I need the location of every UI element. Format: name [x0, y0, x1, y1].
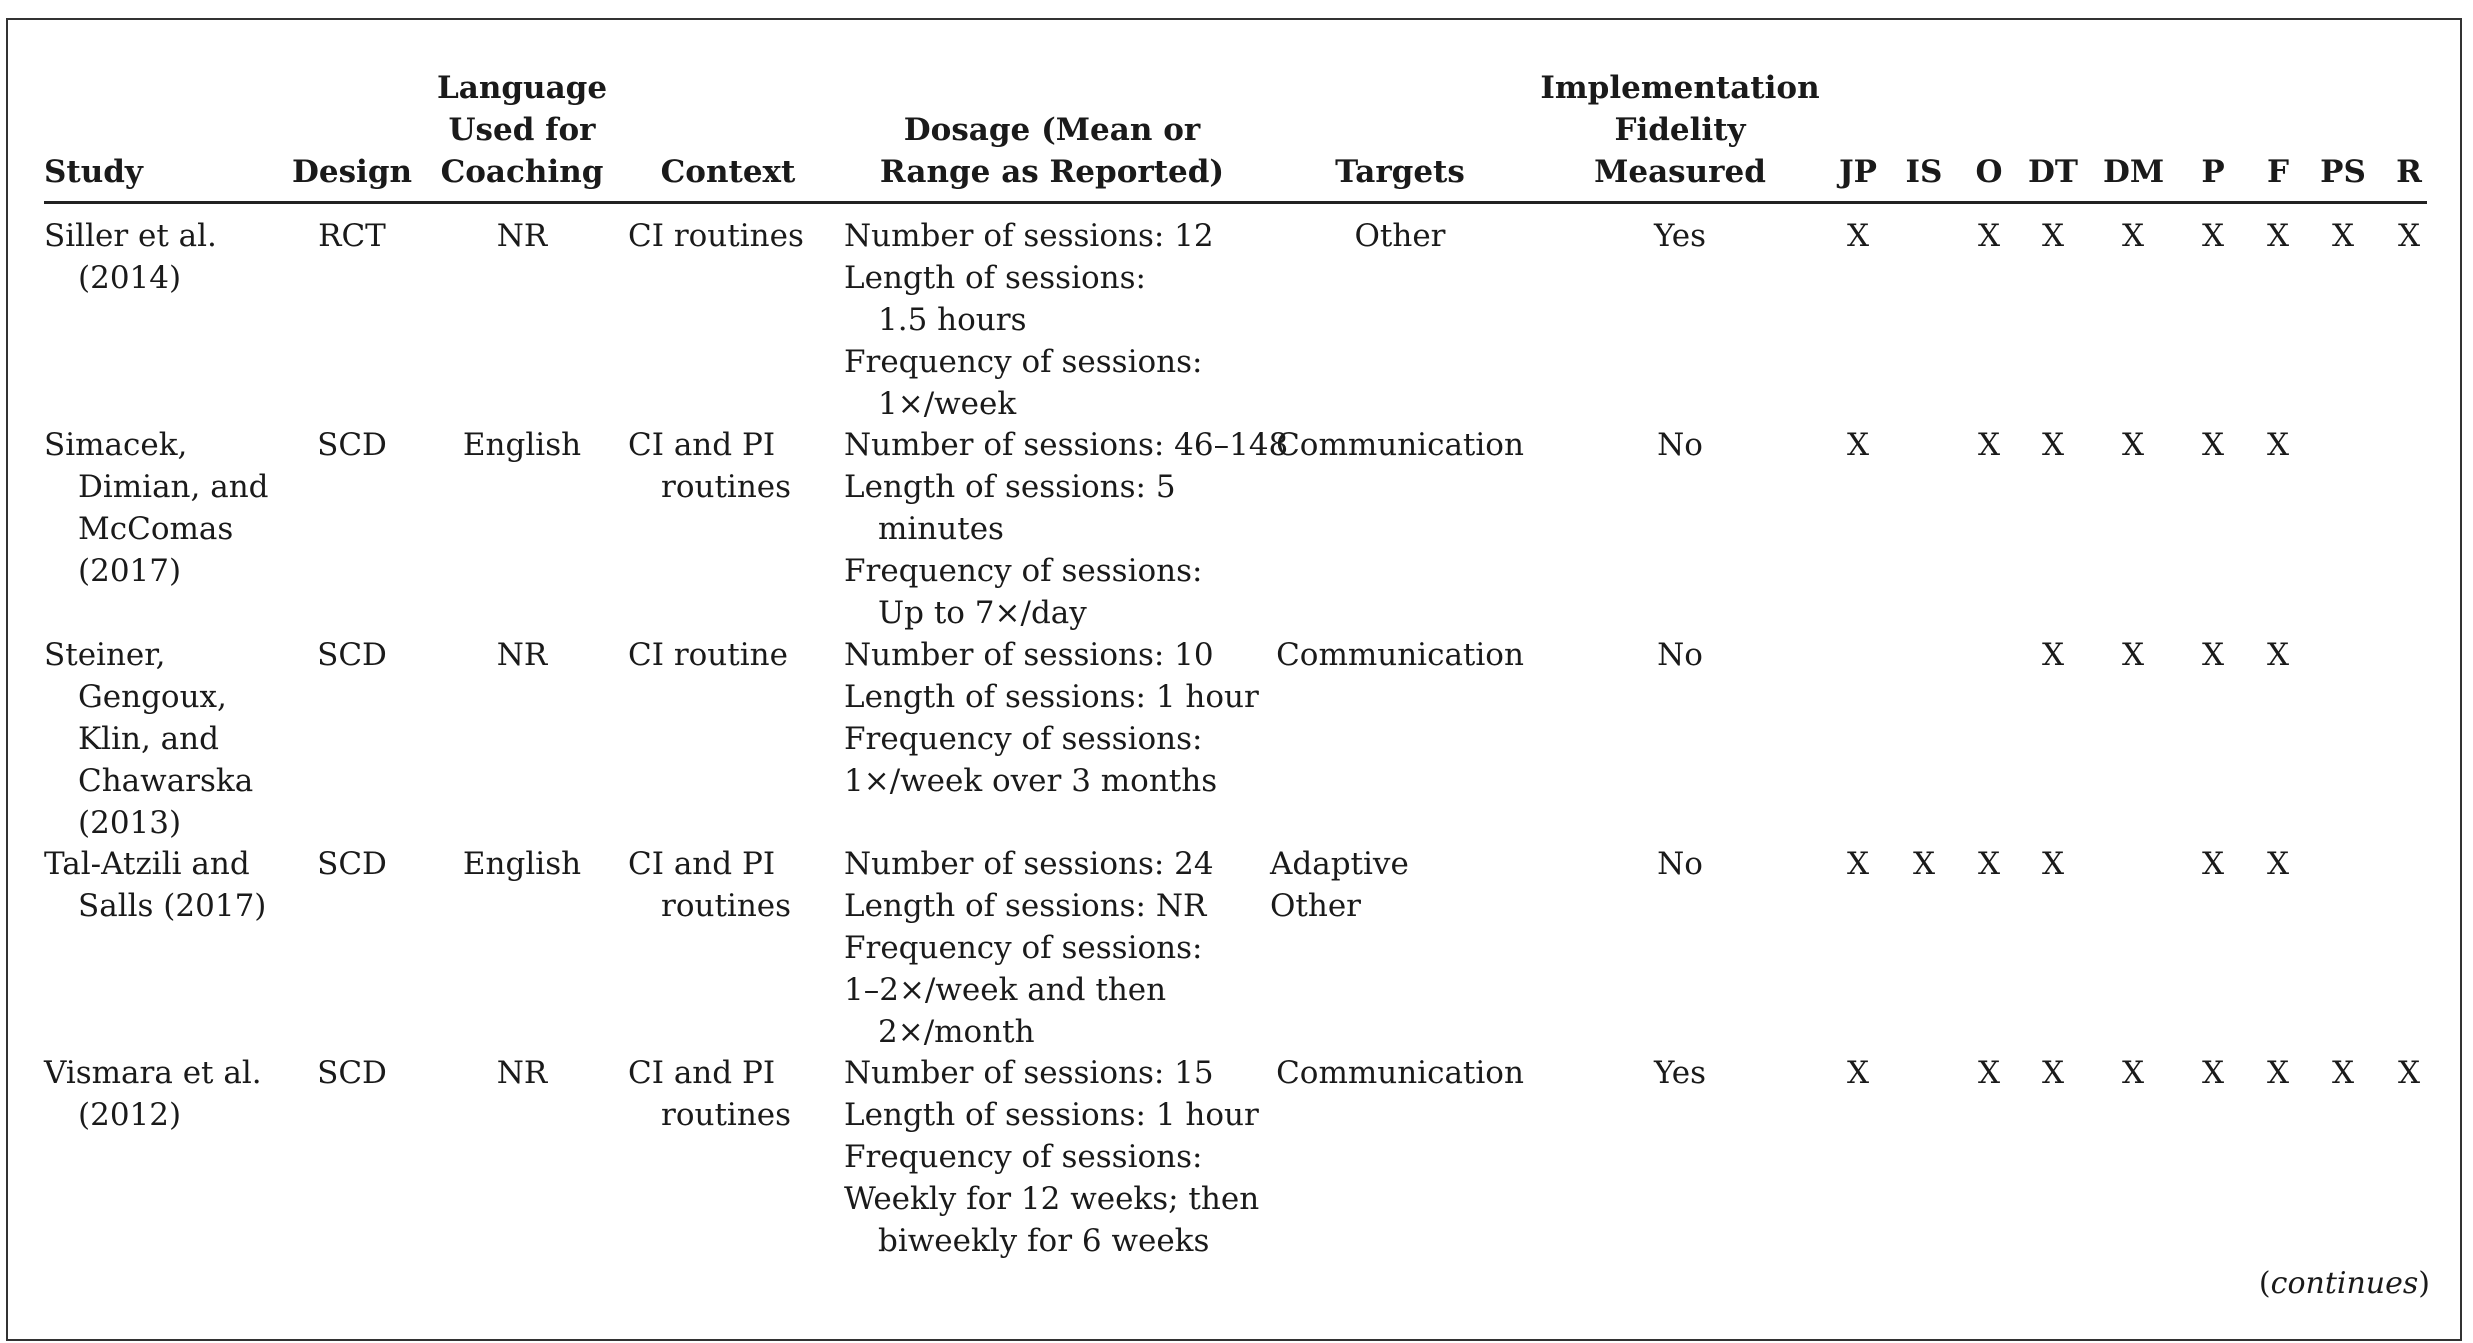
header-study: Study	[44, 154, 143, 190]
mark-p: X	[2201, 1055, 2225, 1091]
language-cell: NR	[496, 637, 548, 673]
mark-f: X	[2266, 427, 2290, 463]
mark-ps: X	[2331, 1055, 2355, 1091]
header-ps: PS	[2320, 154, 2366, 190]
dosage-cell: Number of sessions: 24 Length of sessions: NR Frequency of sessions: 1–2×/week and then 2×/month	[844, 846, 1214, 1050]
header-dosage: Dosage (Mean or Range as Reported)	[879, 112, 1225, 190]
mark-dm: X	[2121, 218, 2145, 254]
mark-f: X	[2266, 218, 2290, 254]
mark-f: X	[2266, 1055, 2290, 1091]
dosage-cell: Number of sessions: 46–148 Length of sessions: 5 minutes Frequency of sessions: Up to 7×/day	[844, 427, 1289, 631]
header-is: IS	[1905, 154, 1943, 190]
header-targets: Targets	[1335, 154, 1465, 190]
context-cell: CI and PI routines	[628, 846, 792, 924]
mark-f: X	[2266, 637, 2290, 673]
targets-cell: Communication	[1276, 427, 1524, 463]
mark-dt: X	[2041, 637, 2065, 673]
language-cell: English	[462, 427, 582, 463]
mark-dm: X	[2121, 1055, 2145, 1091]
mark-dm: X	[2121, 427, 2145, 463]
mark-o: X	[1977, 1055, 2001, 1091]
study-cell: Tal-Atzili and Salls (2017)	[44, 846, 267, 924]
targets-cell: Communication	[1276, 637, 1524, 673]
fidelity-cell: No	[1657, 846, 1703, 882]
targets-cell: Communication	[1276, 1055, 1524, 1091]
context-cell: CI routine	[628, 637, 788, 673]
mark-jp: X	[1846, 1055, 1870, 1091]
header-p: P	[2201, 154, 2225, 190]
mark-p: X	[2201, 427, 2225, 463]
study-cell: Steiner, Gengoux, Klin, and Chawarska (2013)	[44, 637, 254, 841]
mark-r: X	[2397, 1055, 2421, 1091]
mark-p: X	[2201, 218, 2225, 254]
header-fidelity: Implementation Fidelity Measured	[1540, 70, 1820, 190]
header-f: F	[2266, 154, 2289, 190]
header-r: R	[2396, 154, 2422, 190]
header-dt: DT	[2028, 154, 2078, 190]
fidelity-cell: Yes	[1653, 218, 1707, 254]
context-cell: CI and PI routines	[628, 1055, 792, 1133]
study-cell: Siller et al. (2014)	[44, 218, 217, 296]
mark-is: X	[1912, 846, 1936, 882]
header-dm: DM	[2103, 154, 2165, 190]
fidelity-cell: No	[1657, 637, 1703, 673]
mark-jp: X	[1846, 846, 1870, 882]
context-cell: CI and PI routines	[628, 427, 792, 505]
mark-p: X	[2201, 637, 2225, 673]
study-cell: Simacek, Dimian, and McComas (2017)	[44, 427, 269, 589]
dosage-cell: Number of sessions: 10 Length of sessions: 1 hour Frequency of sessions: 1×/week over 3 months	[844, 637, 1259, 799]
design-cell: SCD	[317, 846, 387, 882]
header-context: Context	[660, 154, 796, 190]
design-cell: RCT	[318, 218, 386, 254]
mark-o: X	[1977, 218, 2001, 254]
mark-o: X	[1977, 846, 2001, 882]
mark-dt: X	[2041, 1055, 2065, 1091]
mark-dt: X	[2041, 427, 2065, 463]
continues-note: (continues)	[2258, 1266, 2430, 1301]
design-cell: SCD	[317, 1055, 387, 1091]
fidelity-cell: No	[1657, 427, 1703, 463]
mark-ps: X	[2331, 218, 2355, 254]
design-cell: SCD	[317, 637, 387, 673]
context-cell: CI routines	[628, 218, 804, 254]
mark-r: X	[2397, 218, 2421, 254]
header-jp: JP	[1839, 154, 1877, 190]
mark-jp: X	[1846, 218, 1870, 254]
mark-f: X	[2266, 846, 2290, 882]
mark-dm: X	[2121, 637, 2145, 673]
mark-dt: X	[2041, 846, 2065, 882]
header-language: Language Used for Coaching	[436, 70, 608, 190]
fidelity-cell: Yes	[1653, 1055, 1707, 1091]
dosage-cell: Number of sessions: 12 Length of sessions: 1.5 hours Frequency of sessions: 1×/week	[844, 218, 1214, 422]
language-cell: NR	[496, 218, 548, 254]
header-rule	[44, 201, 2427, 204]
design-cell: SCD	[317, 427, 387, 463]
header-o: O	[1975, 154, 2003, 190]
header-design: Design	[292, 154, 413, 190]
dosage-cell: Number of sessions: 15 Length of sessions: 1 hour Frequency of sessions: Weekly for 12 weeks; then biweekly for 6 weeks	[844, 1055, 1260, 1259]
language-cell: NR	[496, 1055, 548, 1091]
mark-dt: X	[2041, 218, 2065, 254]
mark-p: X	[2201, 846, 2225, 882]
mark-jp: X	[1846, 427, 1870, 463]
study-cell: Vismara et al. (2012)	[44, 1055, 262, 1133]
mark-o: X	[1977, 427, 2001, 463]
language-cell: English	[462, 846, 582, 882]
targets-cell: Adaptive Other	[1270, 846, 1409, 924]
targets-cell: Other	[1354, 218, 1446, 254]
